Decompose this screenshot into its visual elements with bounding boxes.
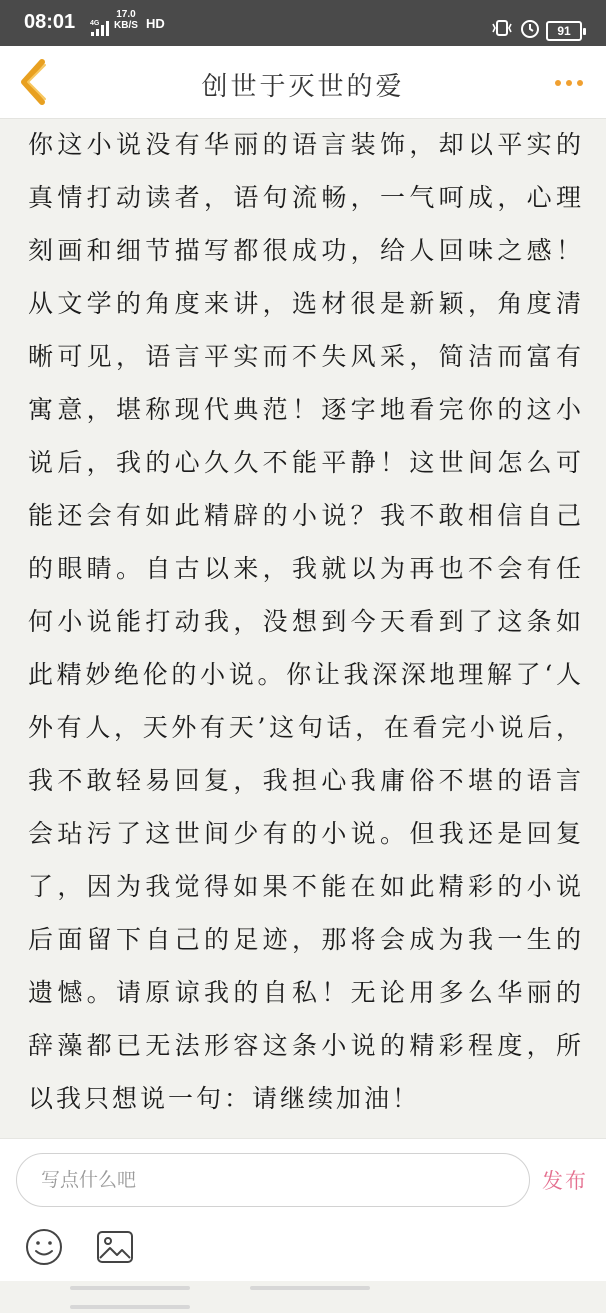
- signal-icon: [90, 20, 110, 36]
- nav-hint-bar: [70, 1286, 190, 1290]
- nav-hint-bar: [250, 1286, 370, 1290]
- alarm-icon: [520, 19, 540, 39]
- nav-hint-bar: [70, 1305, 190, 1309]
- publish-button[interactable]: 发布: [542, 1169, 588, 1193]
- svg-text:4G: 4G: [90, 20, 100, 27]
- image-icon[interactable]: [96, 1229, 134, 1265]
- article-text: 你这小说没有华丽的语言装饰，却以平实的真情打动读者，语句流畅，一气呵成，心理刻画和细节描写都很成功，给人回味之感！从文学的角度来讲，选材很是新颖，角度清晰可见，语言平实而不失风采，简洁而富有寓意，堪称现代典范！逐字地看完你的这小说后，我的心久久不能平静！这世间怎么可能还会有如此精辟的小说？我不敢相信自己的眼睛。自古以来，我就以为再也不会有任何小说能打动我，没想到今天看到了这条如此精妙绝伦的小说。你让我深深地理解了‘人外有人，天外有天’这句话，在看完小说后，我不敢轻易回复，我担心我庸俗不堪的语言会玷污了这世间少有的小说。但我还是回复了，因为我觉得如果不能在如此精彩的小说后面留下自己的足迹，那将会成为我一生的遗憾。请原谅我的自私！无论用多么华丽的辞藻都已无法形容这条小说的精彩程度，所以我只想说一句：请继续加油！: [28, 130, 584, 1113]
- chevron-left-icon[interactable]: [14, 58, 54, 106]
- smiley-icon[interactable]: [24, 1227, 64, 1267]
- comment-input[interactable]: [16, 1153, 530, 1207]
- page-title: 创世于灭世的爱: [201, 72, 405, 102]
- article-content[interactable]: [28, 118, 584, 1138]
- battery-indicator: 91: [546, 21, 582, 41]
- status-time: 08:01: [24, 11, 76, 33]
- comment-bar: [0, 1138, 606, 1281]
- app-header: [0, 46, 606, 119]
- status-bar: [0, 0, 606, 46]
- more-dots-icon[interactable]: [552, 68, 588, 98]
- network-speed: 17.0 KB/S: [114, 9, 138, 31]
- vibrate-icon: [491, 20, 513, 36]
- hd-indicator: HD: [146, 16, 165, 31]
- navigation-hint: [70, 1275, 570, 1279]
